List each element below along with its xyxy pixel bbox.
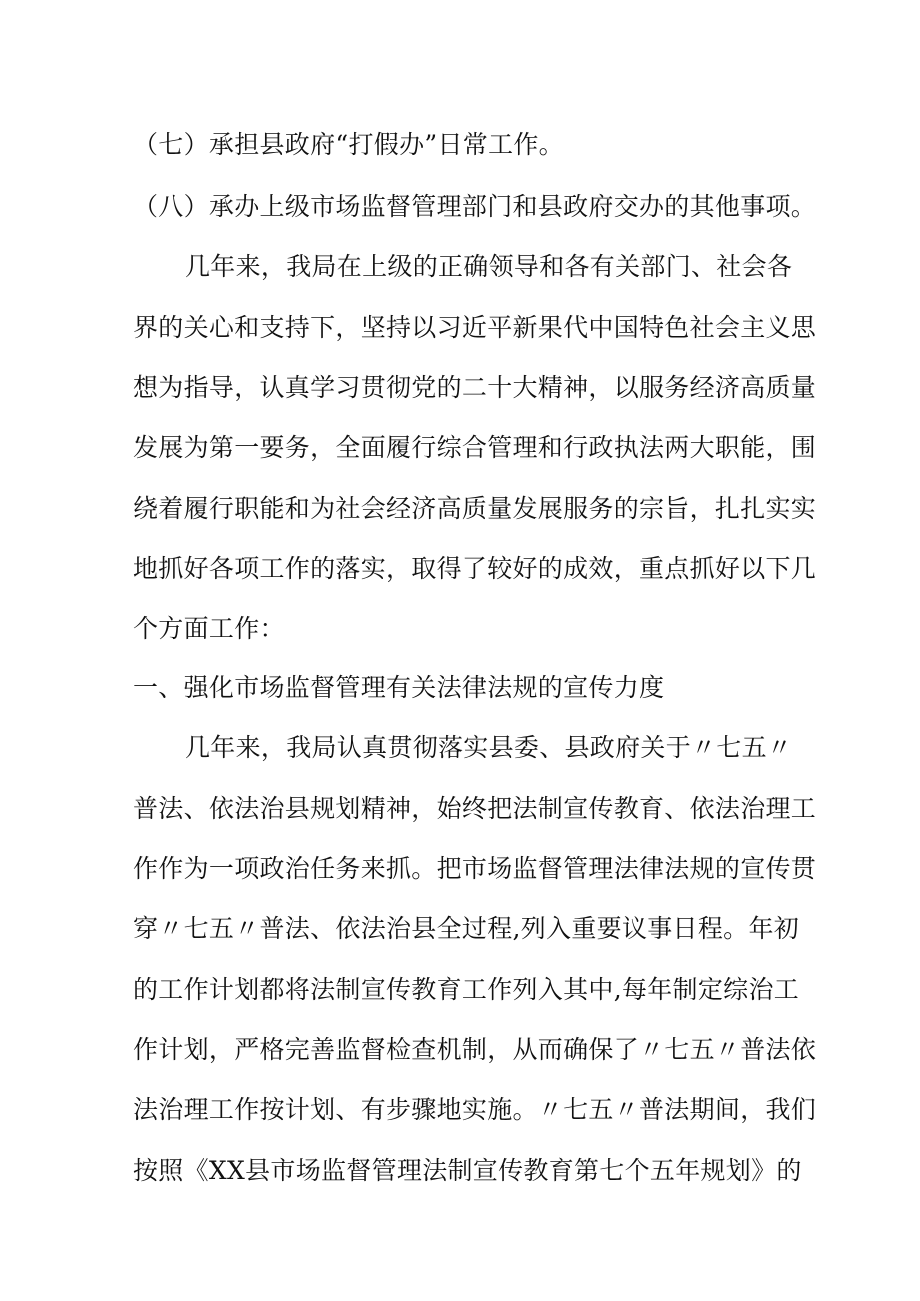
paragraph-first-line: 几年来，我局认真贯彻落实县委、县政府关于〃七五〃: [185, 733, 793, 762]
text-line: 界的关心和支持下，坚持以习近平新果代中国特色社会主义思: [133, 313, 817, 342]
text-line: 法治理工作按计划、有步骤地实施。〃七五〃普法期间，我们: [133, 1095, 817, 1124]
text-line: 发展为第一要务，全面履行综合管理和行政执法两大职能，围: [133, 433, 817, 462]
text-line: （七）承担县政府“打假办”日常工作。: [133, 130, 564, 159]
text-line: （八）承办上级市场监督管理部门和县政府交办的其他事项。: [133, 192, 817, 221]
section-heading: 一、强化市场监督管理有关法律法规的宣传力度: [133, 673, 665, 702]
text-line: 想为指导，认真学习贯彻党的二十大精神，以服务经济高质量: [133, 373, 817, 402]
text-line: 地抓好各项工作的落实，取得了较好的成效，重点抓好以下几: [133, 554, 817, 583]
text-line: 按照《XX县市场监督管理法制宣传教育第七个五年规划》的: [133, 1156, 802, 1185]
text-line: 作作为一项政治任务来抓。把市场监督管理法律法规的宣传贯: [133, 854, 817, 883]
text-line: 普法、依法治县规划精神，始终把法制宣传教育、依法治理工: [133, 794, 817, 823]
text-line: 绕着履行职能和为社会经济高质量发展服务的宗旨，扎扎实实: [133, 494, 817, 523]
paragraph-first-line: 几年来，我局在上级的正确领导和各有关部门、社会各: [185, 252, 793, 281]
text-line: 的工作计划都将法制宣传教育工作列入其中,每年制定综治工: [133, 975, 800, 1004]
text-line: 作计划，严格完善监督检查机制，从而确保了〃七五〃普法依: [133, 1035, 817, 1064]
text-line: 个方面工作：: [133, 614, 285, 643]
text-line: 穿〃七五〃普法、依法治县全过程,列入重要议事日程。年初: [133, 914, 800, 943]
